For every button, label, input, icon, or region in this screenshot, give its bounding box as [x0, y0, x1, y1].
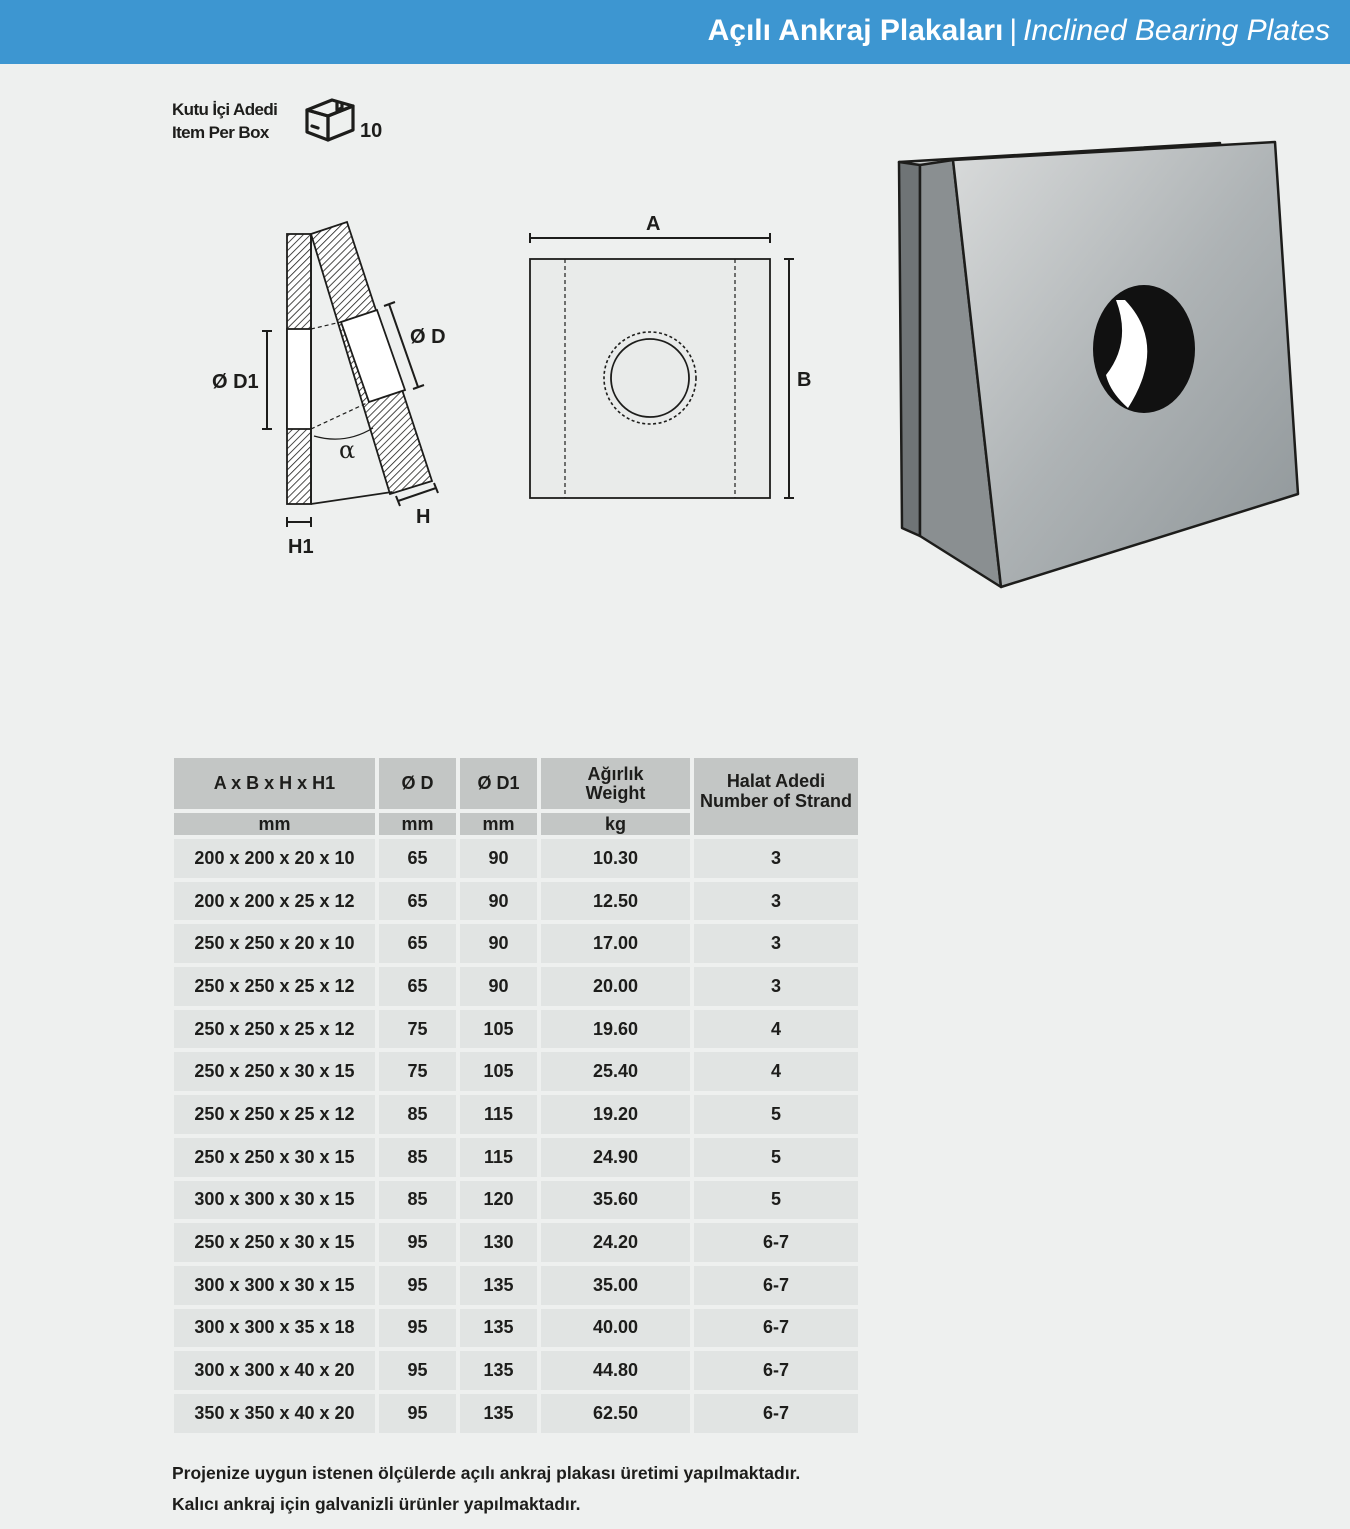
table-row	[174, 1223, 858, 1262]
technical-drawings	[0, 0, 1350, 620]
unit-dimensions: mm	[174, 813, 375, 835]
table-row	[174, 1181, 858, 1220]
cell-dimensions: 300 x 300 x 35 x 18	[174, 1309, 375, 1348]
table-body	[174, 839, 858, 1433]
cell-d: 95	[379, 1351, 456, 1390]
cell-strand: 3	[694, 839, 858, 878]
col-header-dimensions: A x B x H x H1	[174, 758, 375, 809]
cell-d: 95	[379, 1309, 456, 1348]
cell-weight: 19.20	[541, 1095, 690, 1134]
cell-strand: 3	[694, 967, 858, 1006]
cell-d: 65	[379, 839, 456, 878]
cell-strand: 6-7	[694, 1309, 858, 1348]
label-alpha: α	[339, 436, 356, 464]
table-row	[174, 1309, 858, 1348]
cell-d1: 120	[460, 1181, 537, 1220]
cell-d: 75	[379, 1010, 456, 1049]
table-row	[174, 839, 858, 878]
cell-d: 95	[379, 1223, 456, 1262]
cell-dimensions: 250 x 250 x 20 x 10	[174, 924, 375, 963]
cell-strand: 5	[694, 1138, 858, 1177]
cell-strand: 6-7	[694, 1351, 858, 1390]
box-count: 10	[360, 120, 383, 142]
cell-d1: 115	[460, 1095, 537, 1134]
cell-weight: 12.50	[541, 882, 690, 921]
cell-strand: 6-7	[694, 1394, 858, 1433]
cell-dimensions: 350 x 350 x 40 x 20	[174, 1394, 375, 1433]
label-d1: Ø D1	[212, 371, 259, 393]
cell-weight: 35.60	[541, 1181, 690, 1220]
cell-d: 65	[379, 882, 456, 921]
table-row	[174, 1010, 858, 1049]
box-label-tr: Kutu İçi Adedi	[172, 100, 278, 119]
table-row	[174, 1138, 858, 1177]
cell-weight: 17.00	[541, 924, 690, 963]
cell-d1: 90	[460, 967, 537, 1006]
table-row	[174, 1266, 858, 1305]
cell-dimensions: 300 x 300 x 30 x 15	[174, 1181, 375, 1220]
label-h1: H1	[288, 536, 314, 558]
table-header-row	[174, 758, 858, 809]
table-row	[174, 1095, 858, 1134]
cell-strand: 5	[694, 1095, 858, 1134]
cell-dimensions: 300 x 300 x 40 x 20	[174, 1351, 375, 1390]
notes	[172, 1458, 800, 1520]
col-header-strand-tr: Halat Adedi	[726, 770, 826, 791]
table-row	[174, 967, 858, 1006]
cell-d: 95	[379, 1394, 456, 1433]
col-header-strand-en: Number of Strand	[699, 790, 852, 811]
cell-strand: 4	[694, 1052, 858, 1091]
side-section-drawing	[212, 222, 446, 558]
cell-weight: 20.00	[541, 967, 690, 1006]
cell-d1: 90	[460, 882, 537, 921]
cell-d: 85	[379, 1138, 456, 1177]
cell-dimensions: 250 x 250 x 30 x 15	[174, 1052, 375, 1091]
box-label-en: Item Per Box	[172, 123, 269, 142]
cell-weight: 24.90	[541, 1138, 690, 1177]
cell-strand: 6-7	[694, 1266, 858, 1305]
cell-d1: 135	[460, 1266, 537, 1305]
cell-d1: 135	[460, 1394, 537, 1433]
cell-d1: 135	[460, 1309, 537, 1348]
spec-table	[170, 754, 862, 1437]
cell-weight: 62.50	[541, 1394, 690, 1433]
cell-d: 75	[379, 1052, 456, 1091]
cell-weight: 10.30	[541, 839, 690, 878]
cell-d1: 135	[460, 1351, 537, 1390]
col-header-weight-tr: Ağırlık	[587, 763, 644, 784]
label-h: H	[416, 506, 431, 528]
title-separator: |	[1009, 14, 1018, 47]
cell-d1: 90	[460, 924, 537, 963]
cell-dimensions: 250 x 250 x 25 x 12	[174, 967, 375, 1006]
cell-d1: 130	[460, 1223, 537, 1262]
unit-weight: kg	[541, 813, 690, 835]
cell-weight: 44.80	[541, 1351, 690, 1390]
cell-d: 65	[379, 924, 456, 963]
unit-d1: mm	[460, 813, 537, 835]
table-row	[174, 1351, 858, 1390]
title-turkish: Açılı Ankraj Plakaları	[707, 14, 1004, 47]
cell-d: 85	[379, 1181, 456, 1220]
cell-d: 65	[379, 967, 456, 1006]
table-row	[174, 1052, 858, 1091]
table-row	[174, 924, 858, 963]
col-header-weight-en: Weight	[585, 782, 646, 803]
col-header-d: Ø D	[379, 758, 456, 809]
plate-3d-illustration	[899, 142, 1298, 587]
col-header-weight	[541, 758, 690, 809]
cell-dimensions: 250 x 250 x 30 x 15	[174, 1138, 375, 1177]
cell-dimensions: 200 x 200 x 20 x 10	[174, 839, 375, 878]
cell-strand: 3	[694, 882, 858, 921]
table-row	[174, 882, 858, 921]
note-galvanized: Kalıcı ankraj için galvanizli ürünler yapılmaktadır.	[172, 1494, 581, 1514]
cell-weight: 35.00	[541, 1266, 690, 1305]
cell-weight: 24.20	[541, 1223, 690, 1262]
cell-strand: 5	[694, 1181, 858, 1220]
cell-strand: 6-7	[694, 1223, 858, 1262]
cell-weight: 25.40	[541, 1052, 690, 1091]
label-a: A	[646, 213, 661, 235]
label-d-side: Ø D	[410, 326, 446, 348]
unit-d: mm	[379, 813, 456, 835]
title-english: Inclined Bearing Plates	[1023, 14, 1330, 47]
cell-dimensions: 250 x 250 x 30 x 15	[174, 1223, 375, 1262]
cell-d1: 90	[460, 839, 537, 878]
cell-strand: 3	[694, 924, 858, 963]
note-custom-sizes: Projenize uygun istenen ölçülerde açılı ankraj plakası üretimi yapılmaktadır.	[172, 1463, 801, 1483]
cell-strand: 4	[694, 1010, 858, 1049]
cell-weight: 40.00	[541, 1309, 690, 1348]
cell-weight: 19.60	[541, 1010, 690, 1049]
front-view-drawing	[530, 213, 811, 498]
cell-dimensions: 300 x 300 x 30 x 15	[174, 1266, 375, 1305]
cell-dimensions: 250 x 250 x 25 x 12	[174, 1095, 375, 1134]
label-b: B	[797, 369, 812, 391]
cell-d1: 105	[460, 1010, 537, 1049]
cell-d1: 105	[460, 1052, 537, 1091]
col-header-d1: Ø D1	[460, 758, 537, 809]
cell-d: 95	[379, 1266, 456, 1305]
cell-d1: 115	[460, 1138, 537, 1177]
col-header-strand	[694, 758, 858, 835]
cell-dimensions: 250 x 250 x 25 x 12	[174, 1010, 375, 1049]
cell-dimensions: 200 x 200 x 25 x 12	[174, 882, 375, 921]
cell-d: 85	[379, 1095, 456, 1134]
table-row	[174, 1394, 858, 1433]
